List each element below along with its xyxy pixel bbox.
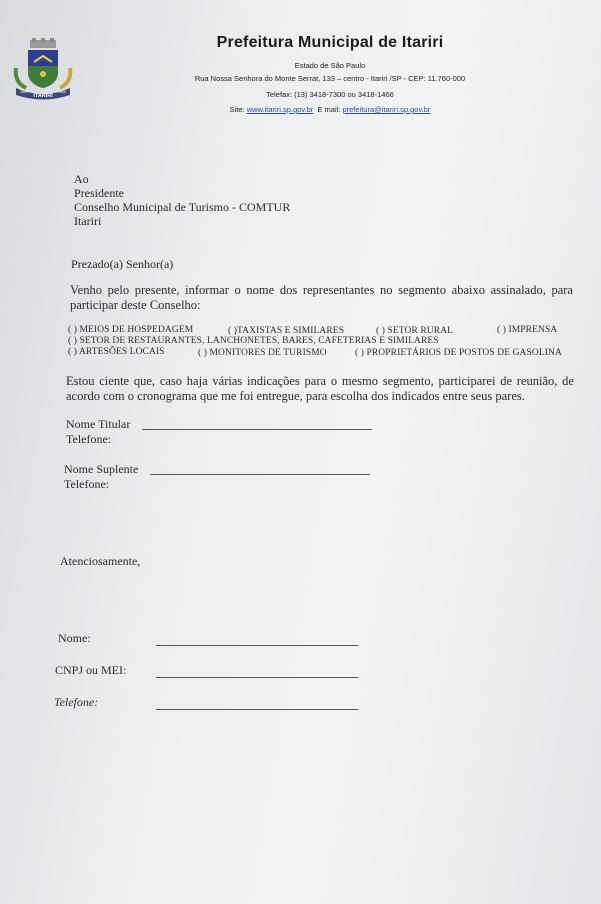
letterhead-address: Rua Nossa Senhora do Monte Serrat, 133 – centro - Itariri /SP - CEP: 11.760-000 [194, 74, 466, 83]
letterhead-phone: Telefax: (13) 3418-7300 ou 3418-1466 [266, 90, 394, 99]
option-postos-gasolina[interactable]: ( ) PROPRIETÁRIOS DE POSTOS DE GASOLINA [355, 348, 562, 358]
letterhead-title: Prefeitura Municipal de Itariri [216, 34, 444, 51]
option-hospedagem[interactable]: ( ) MEIOS DE HOSPEDAGEM [68, 325, 194, 335]
svg-text:1960: 1960 [58, 90, 66, 94]
option-setor-rural[interactable]: ( ) SETOR RURAL [376, 326, 454, 336]
municipal-seal-icon [12, 38, 74, 100]
titular-input-line[interactable] [142, 429, 372, 430]
recipient-line-1: Ao [74, 172, 89, 186]
signature-cnpj-label: CNPJ ou MEI: [55, 663, 127, 677]
suplente-input-line[interactable] [150, 474, 370, 475]
notice-paragraph: Estou ciente que, caso haja várias indicações para o mesmo segmento, participarei de reunião, de acordo com o cronograma que me foi entregue, para escolha dos indicados entre seus pares. [66, 374, 574, 403]
letterhead-state: Estado de São Paulo [294, 61, 366, 70]
signature-name-line[interactable] [156, 645, 358, 646]
signature-phone-line[interactable] [156, 709, 358, 710]
letterhead-contacts: Site: www.itariri.sp.gov.br E mail: prefeitura@itariri.sp.gov.br [229, 105, 431, 114]
svg-text:ITARIRI: ITARIRI [33, 93, 53, 99]
greeting: Prezado(a) Senhor(a) [71, 257, 174, 271]
recipient-line-4: Itariri [74, 214, 102, 228]
signature-cnpj-line[interactable] [156, 677, 358, 678]
intro-paragraph: Venho pelo presente, informar o nome dos representantes no segmento abaixo assinalado, para participar deste Conselho: [70, 283, 573, 312]
suplente-phone-label: Telefone: [64, 477, 110, 491]
signature-phone-label: Telefone: [54, 695, 99, 709]
option-monitores[interactable]: ( ) MONITORES DE TURISMO [198, 348, 327, 358]
titular-phone-label: Telefone: [66, 432, 112, 446]
suplente-label: Nome Suplente [64, 462, 139, 476]
closing: Atenciosamente, [60, 554, 141, 568]
recipient-line-3: Conselho Municipal de Turismo - COMTUR [74, 200, 291, 214]
option-imprensa[interactable]: ( ) IMPRENSA [497, 325, 558, 335]
titular-label: Nome Titular [66, 417, 131, 431]
recipient-line-2: Presidente [74, 186, 124, 200]
site-link[interactable]: www.itariri.sp.gov.br [246, 105, 314, 114]
email-link[interactable]: prefeitura@itariri.sp.gov.br [342, 105, 431, 114]
svg-text:1959: 1959 [20, 90, 28, 94]
signature-name-label: Nome: [58, 631, 91, 645]
option-taxistas[interactable]: ( )TAXISTAS E SIMILARES [228, 326, 345, 336]
option-artesoes[interactable]: ( ) ARTESÕES LOCAIS [68, 347, 165, 357]
option-restaurantes[interactable]: ( ) SETOR DE RESTAURANTES, LANCHONETES, BARES, CAFETERIAS E SIMILARES [68, 336, 439, 346]
